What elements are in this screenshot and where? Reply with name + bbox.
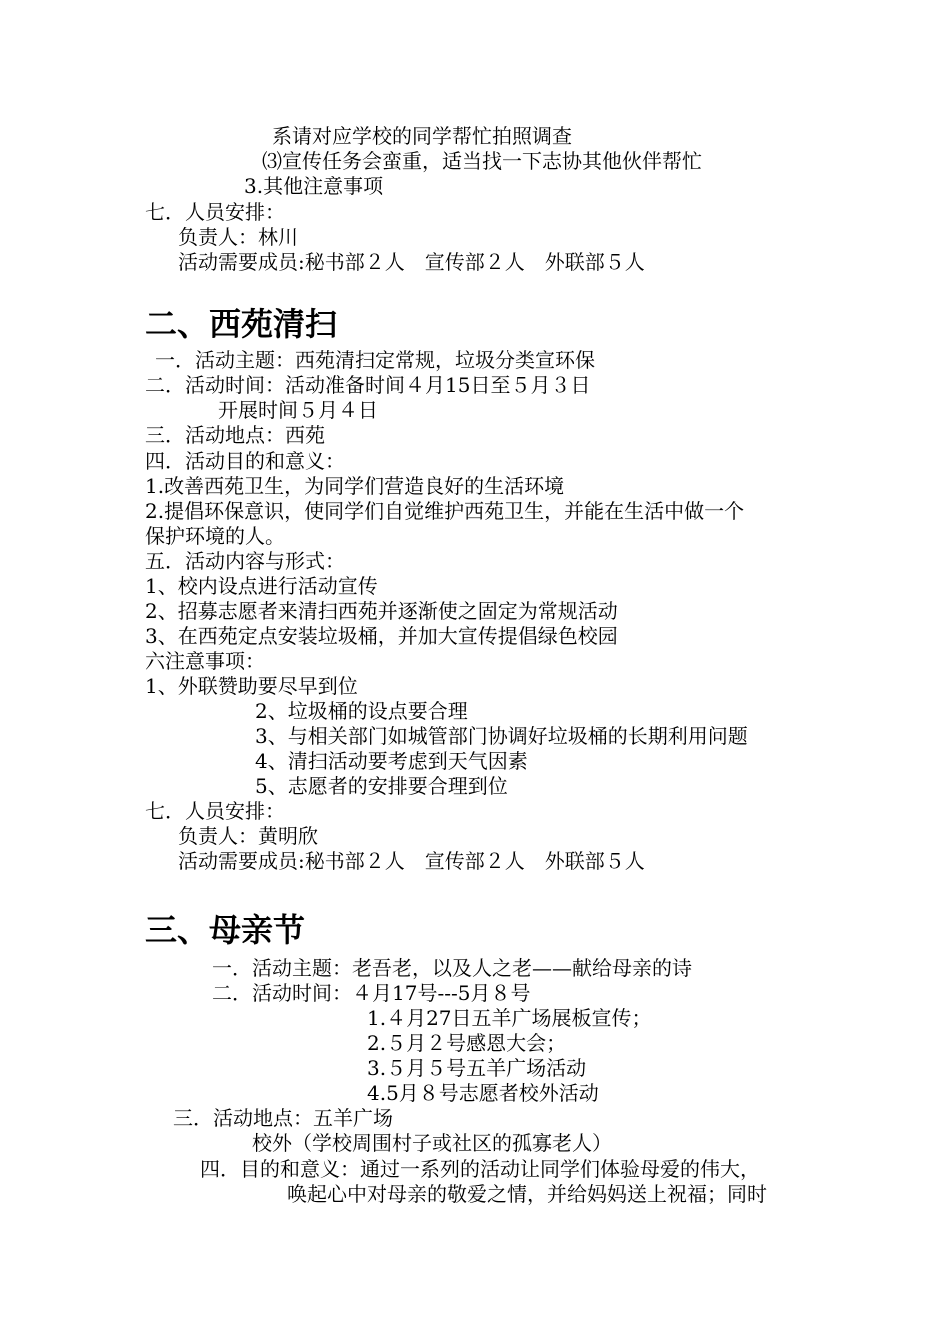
- s2-note-3: 3、与相关部门如城管部门协调好垃圾桶的长期利用问题: [255, 724, 748, 748]
- s2-time: 二．活动时间：活动准备时间４月15日至５月３日: [145, 373, 591, 397]
- s2-purpose-title: 四．活动目的和意义：: [145, 449, 345, 473]
- s3-time-2: 2.５月２号感恩大会；: [367, 1031, 567, 1055]
- s1-line-2: ⑶宣传任务会蛮重，适当找一下志协其他伙伴帮忙: [262, 149, 702, 173]
- s3-time-3: 3.５月５号五羊广场活动: [367, 1056, 587, 1080]
- s2-purpose-2a: 2.提倡环保意识，使同学们自觉维护西苑卫生，并能在生活中做一个: [145, 499, 745, 523]
- s2-members: 活动需要成员:秘书部２人 宣传部２人 外联部５人: [178, 849, 645, 873]
- s2-place: 三．活动地点：西苑: [145, 423, 325, 447]
- s2-notes-title: 六注意事项：: [145, 649, 265, 673]
- s2-content-1: 1、校内设点进行活动宣传: [145, 574, 378, 598]
- s1-leader: 负责人：林川: [178, 225, 298, 249]
- s2-content-2: 2、招募志愿者来清扫西苑并逐渐使之固定为常规活动: [145, 599, 618, 623]
- s1-staff-title: 七．人员安排：: [145, 200, 285, 224]
- s3-place: 三．活动地点：五羊广场: [173, 1106, 393, 1130]
- s2-time-2: 开展时间５月４日: [218, 398, 378, 422]
- s2-note-5: 5、志愿者的安排要合理到位: [255, 774, 508, 798]
- s3-purpose-1: 四．目的和意义：通过一系列的活动让同学们体验母爱的伟大，: [200, 1157, 760, 1181]
- s2-purpose-1: 1.改善西苑卫生，为同学们营造良好的生活环境: [145, 474, 565, 498]
- s2-theme: 一．活动主题：西苑清扫定常规，垃圾分类宣环保: [155, 348, 595, 372]
- s3-time: 二．活动时间：４月17号---5月８号: [212, 981, 531, 1005]
- section3-heading: 三、母亲节: [145, 911, 306, 949]
- s2-note-4: 4、清扫活动要考虑到天气因素: [255, 749, 528, 773]
- s3-place-2: 校外（学校周围村子或社区的孤寡老人）: [252, 1131, 612, 1155]
- s1-line-3: 3.其他注意事项: [244, 174, 384, 198]
- s3-time-1: 1.４月27日五羊广场展板宣传；: [367, 1006, 652, 1030]
- s2-purpose-2b: 保护环境的人。: [145, 524, 285, 548]
- s2-content-3: 3、在西苑定点安装垃圾桶，并加大宣传提倡绿色校园: [145, 624, 618, 648]
- s3-time-4: 4.5月８号志愿者校外活动: [367, 1081, 599, 1105]
- s2-note-1: 1、外联赞助要尽早到位: [145, 674, 358, 698]
- s3-purpose-2: 唤起心中对母亲的敬爱之情，并给妈妈送上祝福；同时: [287, 1182, 767, 1206]
- section2-heading: 二、西苑清扫: [145, 305, 338, 343]
- s2-note-2: 2、垃圾桶的设点要合理: [255, 699, 468, 723]
- s2-leader: 负责人：黄明欣: [178, 824, 318, 848]
- s3-theme: 一．活动主题：老吾老，以及人之老——献给母亲的诗: [212, 956, 692, 980]
- s1-members: 活动需要成员:秘书部２人 宣传部２人 外联部５人: [178, 250, 645, 274]
- s1-line-1: 系请对应学校的同学帮忙拍照调查: [272, 124, 572, 148]
- s2-staff-title: 七．人员安排：: [145, 799, 285, 823]
- s2-content-title: 五．活动内容与形式：: [145, 549, 345, 573]
